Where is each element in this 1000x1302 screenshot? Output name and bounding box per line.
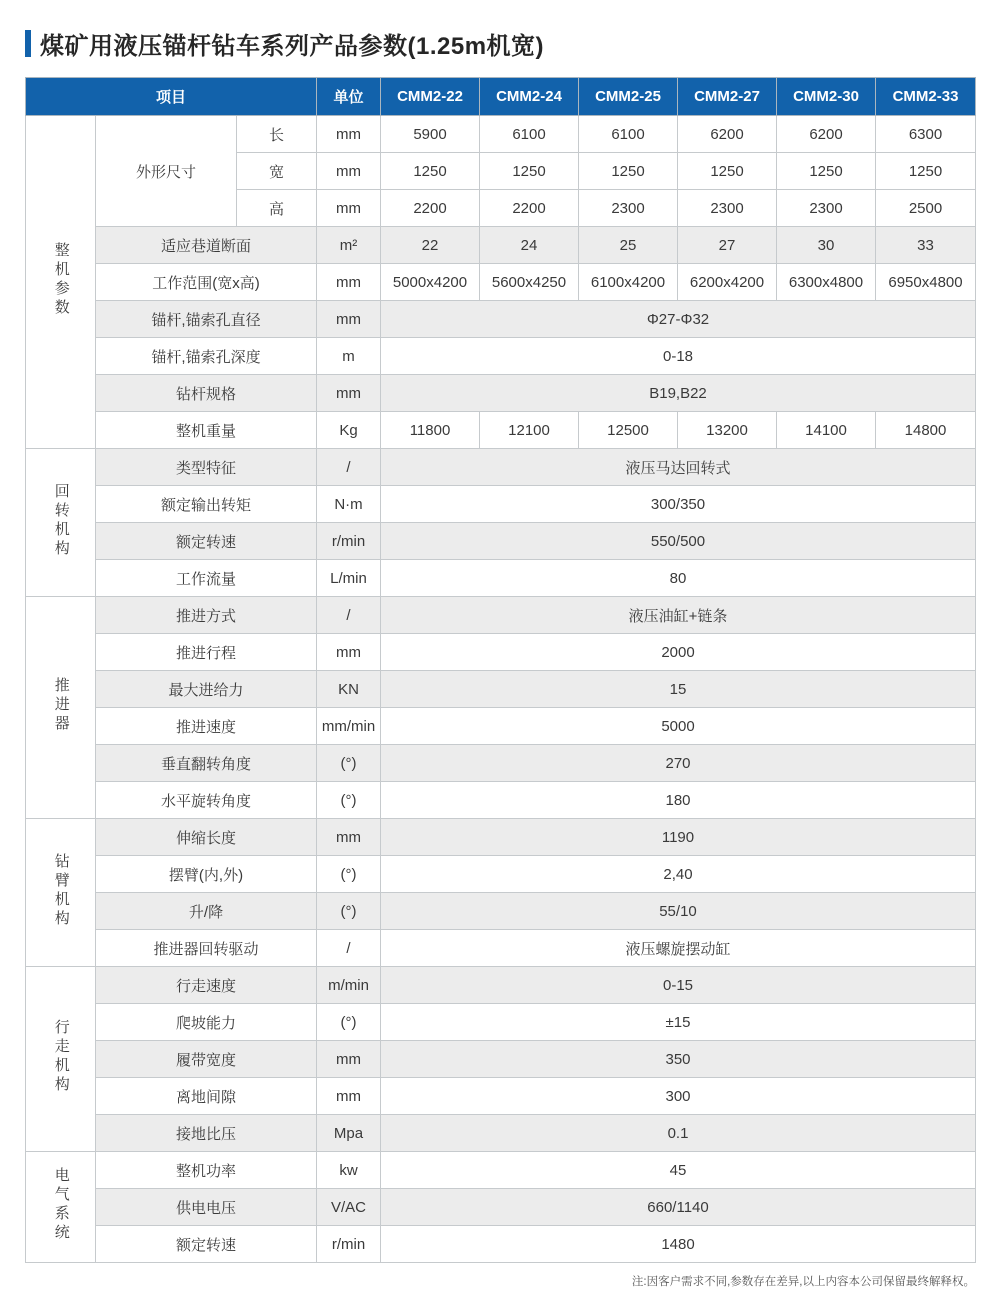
- table-row: [26, 819, 976, 856]
- param-name-cell: 水平旋转角度: [96, 782, 317, 819]
- value-cell: 25: [579, 227, 678, 264]
- merged-value-cell: 2,40: [381, 856, 976, 893]
- unit-cell: /: [317, 449, 381, 486]
- merged-value-cell: 550/500: [381, 523, 976, 560]
- unit-cell: /: [317, 597, 381, 634]
- param-name-cell: 推进器回转驱动: [96, 930, 317, 967]
- unit-cell: mm: [317, 116, 381, 153]
- value-cell: 5900: [381, 116, 480, 153]
- header-row: [26, 78, 976, 116]
- spec-table: [25, 77, 976, 1263]
- group-label: 回转机构: [52, 482, 70, 559]
- unit-cell: mm/min: [317, 708, 381, 745]
- table-row: [26, 264, 976, 301]
- table-row: [26, 338, 976, 375]
- value-cell: 2300: [678, 190, 777, 227]
- table-body: [26, 116, 976, 1263]
- group-label: 推进器: [52, 677, 70, 734]
- merged-value-cell: 300: [381, 1078, 976, 1115]
- group-cell: [26, 597, 96, 819]
- value-cell: 2300: [777, 190, 876, 227]
- value-cell: 2200: [480, 190, 579, 227]
- value-cell: 12100: [480, 412, 579, 449]
- value-cell: 30: [777, 227, 876, 264]
- unit-cell: mm: [317, 819, 381, 856]
- value-cell: 6100: [579, 116, 678, 153]
- param-name-cell: 锚杆,锚索孔直径: [96, 301, 317, 338]
- table-row: [26, 1152, 976, 1189]
- merged-value-cell: Φ27-Φ32: [381, 301, 976, 338]
- table-row: [26, 486, 976, 523]
- value-cell: 6300x4800: [777, 264, 876, 301]
- unit-cell: mm: [317, 1078, 381, 1115]
- footnote: 注:因客户需求不同,参数存在差异,以上内容本公司保留最终解释权。: [631, 1276, 975, 1288]
- model-column-header: CMM2-22: [381, 78, 480, 116]
- model-column-header: CMM2-24: [480, 78, 579, 116]
- unit-cell: mm: [317, 634, 381, 671]
- table-row: [26, 301, 976, 338]
- merged-value-cell: 300/350: [381, 486, 976, 523]
- dimension-parent-cell: 外形尺寸: [96, 116, 237, 227]
- unit-cell: kw: [317, 1152, 381, 1189]
- group-cell: [26, 449, 96, 597]
- model-column-header: CMM2-33: [876, 78, 976, 116]
- group-label: 行走机构: [52, 1019, 70, 1095]
- merged-value-cell: 0.1: [381, 1115, 976, 1152]
- value-cell: 1250: [381, 153, 480, 190]
- unit-cell: (°): [317, 893, 381, 930]
- value-cell: 1250: [678, 153, 777, 190]
- param-name-cell: 工作范围(宽x高): [96, 264, 317, 301]
- merged-value-cell: 1480: [381, 1226, 976, 1263]
- unit-cell: (°): [317, 782, 381, 819]
- unit-cell: Kg: [317, 412, 381, 449]
- param-name-cell: 履带宽度: [96, 1041, 317, 1078]
- group-cell: [26, 116, 96, 449]
- merged-value-cell: 660/1140: [381, 1189, 976, 1226]
- header-unit: 单位: [317, 78, 381, 116]
- table-row: [26, 856, 976, 893]
- value-cell: 22: [381, 227, 480, 264]
- page-title: 煤矿用液压锚杆钻车系列产品参数(1.25m机宽): [40, 33, 545, 60]
- value-cell: 27: [678, 227, 777, 264]
- dimension-sub-cell: 长: [237, 116, 317, 153]
- value-cell: 1250: [480, 153, 579, 190]
- unit-cell: m²: [317, 227, 381, 264]
- page-header: [25, 26, 975, 61]
- value-cell: 6200: [678, 116, 777, 153]
- unit-cell: (°): [317, 1004, 381, 1041]
- param-name-cell: 钻杆规格: [96, 375, 317, 412]
- unit-cell: N·m: [317, 486, 381, 523]
- value-cell: 12500: [579, 412, 678, 449]
- param-name-cell: 接地比压: [96, 1115, 317, 1152]
- table-row: [26, 1004, 976, 1041]
- param-name-cell: 伸缩长度: [96, 819, 317, 856]
- group-cell: [26, 967, 96, 1152]
- dimension-sub-cell: 高: [237, 190, 317, 227]
- unit-cell: (°): [317, 856, 381, 893]
- table-row: [26, 597, 976, 634]
- param-name-cell: 推进行程: [96, 634, 317, 671]
- table-row: [26, 375, 976, 412]
- unit-cell: /: [317, 930, 381, 967]
- value-cell: 14800: [876, 412, 976, 449]
- merged-value-cell: 2000: [381, 634, 976, 671]
- param-name-cell: 爬坡能力: [96, 1004, 317, 1041]
- value-cell: 1250: [876, 153, 976, 190]
- table-header: [26, 78, 976, 116]
- unit-cell: L/min: [317, 560, 381, 597]
- param-name-cell: 工作流量: [96, 560, 317, 597]
- merged-value-cell: 液压马达回转式: [381, 449, 976, 486]
- group-label: 整机参数: [52, 242, 70, 318]
- table-row: [26, 412, 976, 449]
- param-name-cell: 最大进给力: [96, 671, 317, 708]
- table-row: [26, 745, 976, 782]
- param-name-cell: 额定输出转矩: [96, 486, 317, 523]
- value-cell: 2200: [381, 190, 480, 227]
- param-name-cell: 升/降: [96, 893, 317, 930]
- param-name-cell: 整机重量: [96, 412, 317, 449]
- unit-cell: V/AC: [317, 1189, 381, 1226]
- value-cell: 6300: [876, 116, 976, 153]
- value-cell: 6200x4200: [678, 264, 777, 301]
- merged-value-cell: 0-18: [381, 338, 976, 375]
- unit-cell: Mpa: [317, 1115, 381, 1152]
- value-cell: 1250: [579, 153, 678, 190]
- table-row: [26, 116, 976, 153]
- value-cell: 6950x4800: [876, 264, 976, 301]
- param-name-cell: 额定转速: [96, 523, 317, 560]
- value-cell: 2300: [579, 190, 678, 227]
- param-name-cell: 类型特征: [96, 449, 317, 486]
- group-label: 钻臂机构: [52, 852, 70, 929]
- merged-value-cell: 270: [381, 745, 976, 782]
- merged-value-cell: 0-15: [381, 967, 976, 1004]
- unit-cell: r/min: [317, 523, 381, 560]
- table-row: [26, 634, 976, 671]
- param-name-cell: 垂直翻转角度: [96, 745, 317, 782]
- model-column-header: CMM2-25: [579, 78, 678, 116]
- param-name-cell: 推进方式: [96, 597, 317, 634]
- merged-value-cell: B19,B22: [381, 375, 976, 412]
- table-row: [26, 1115, 976, 1152]
- value-cell: 33: [876, 227, 976, 264]
- table-row: [26, 930, 976, 967]
- table-row: [26, 560, 976, 597]
- unit-cell: mm: [317, 190, 381, 227]
- merged-value-cell: 5000: [381, 708, 976, 745]
- merged-value-cell: ±15: [381, 1004, 976, 1041]
- table-row: [26, 893, 976, 930]
- value-cell: 13200: [678, 412, 777, 449]
- value-cell: 5600x4250: [480, 264, 579, 301]
- table-row: [26, 227, 976, 264]
- value-cell: 5000x4200: [381, 264, 480, 301]
- param-name-cell: 摆臂(内,外): [96, 856, 317, 893]
- table-row: [26, 671, 976, 708]
- param-name-cell: 推进速度: [96, 708, 317, 745]
- group-label: 电气系统: [52, 1167, 70, 1243]
- param-name-cell: 整机功率: [96, 1152, 317, 1189]
- table-row: [26, 967, 976, 1004]
- value-cell: 14100: [777, 412, 876, 449]
- merged-value-cell: 45: [381, 1152, 976, 1189]
- value-cell: 11800: [381, 412, 480, 449]
- model-column-header: CMM2-27: [678, 78, 777, 116]
- group-cell: [26, 819, 96, 967]
- table-row: [26, 708, 976, 745]
- table-row: [26, 449, 976, 486]
- merged-value-cell: 液压螺旋摆动缸: [381, 930, 976, 967]
- value-cell: 2500: [876, 190, 976, 227]
- merged-value-cell: 80: [381, 560, 976, 597]
- unit-cell: m/min: [317, 967, 381, 1004]
- merged-value-cell: 15: [381, 671, 976, 708]
- value-cell: 6200: [777, 116, 876, 153]
- unit-cell: mm: [317, 264, 381, 301]
- unit-cell: (°): [317, 745, 381, 782]
- table-row: [26, 1189, 976, 1226]
- param-name-cell: 锚杆,锚索孔深度: [96, 338, 317, 375]
- header-item: 项目: [26, 78, 317, 116]
- param-name-cell: 供电电压: [96, 1189, 317, 1226]
- merged-value-cell: 350: [381, 1041, 976, 1078]
- value-cell: 24: [480, 227, 579, 264]
- param-name-cell: 离地间隙: [96, 1078, 317, 1115]
- value-cell: 6100x4200: [579, 264, 678, 301]
- unit-cell: KN: [317, 671, 381, 708]
- merged-value-cell: 55/10: [381, 893, 976, 930]
- table-row: [26, 1226, 976, 1263]
- table-row: [26, 1041, 976, 1078]
- merged-value-cell: 180: [381, 782, 976, 819]
- model-column-header: CMM2-30: [777, 78, 876, 116]
- table-row: [26, 1078, 976, 1115]
- unit-cell: mm: [317, 1041, 381, 1078]
- unit-cell: mm: [317, 153, 381, 190]
- value-cell: 1250: [777, 153, 876, 190]
- title-accent-bar: [25, 30, 31, 57]
- param-name-cell: 行走速度: [96, 967, 317, 1004]
- unit-cell: r/min: [317, 1226, 381, 1263]
- table-row: [26, 523, 976, 560]
- merged-value-cell: 1190: [381, 819, 976, 856]
- param-name-cell: 适应巷道断面: [96, 227, 317, 264]
- merged-value-cell: 液压油缸+链条: [381, 597, 976, 634]
- param-name-cell: 额定转速: [96, 1226, 317, 1263]
- unit-cell: m: [317, 338, 381, 375]
- dimension-sub-cell: 宽: [237, 153, 317, 190]
- group-cell: [26, 1152, 96, 1263]
- unit-cell: mm: [317, 301, 381, 338]
- table-row: [26, 782, 976, 819]
- value-cell: 6100: [480, 116, 579, 153]
- unit-cell: mm: [317, 375, 381, 412]
